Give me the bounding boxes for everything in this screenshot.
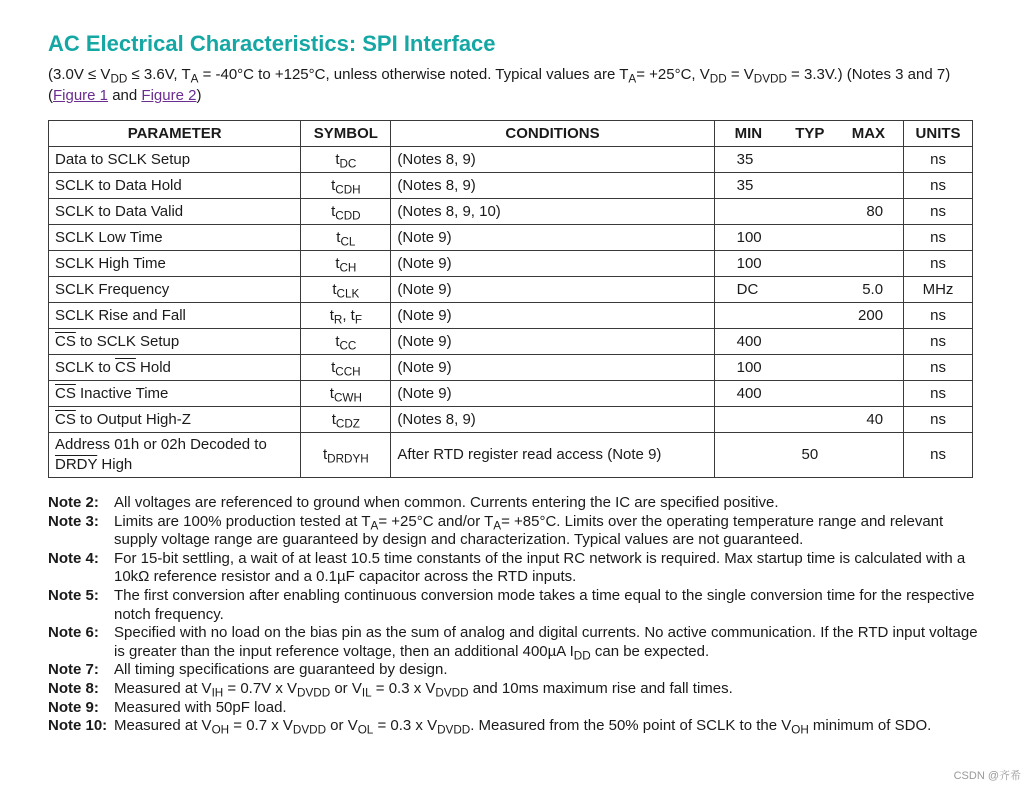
parameter-cell <box>49 381 301 407</box>
figure-1-link[interactable]: Figure 1 <box>53 87 109 104</box>
max-value <box>834 151 903 168</box>
units-cell: ns <box>904 355 973 381</box>
page-title: AC Electrical Characteristics: SPI Interface <box>48 31 496 56</box>
symbol: t <box>322 446 328 463</box>
conditions-cell: After RTD register read access (Note 9) <box>391 433 714 478</box>
subscript: A <box>628 72 637 86</box>
table-header-row <box>49 121 973 147</box>
note-10 <box>48 717 983 736</box>
symbol-subscript: CCH <box>335 365 361 379</box>
values-cell <box>714 251 903 277</box>
symbol: t <box>335 255 340 272</box>
table-row <box>49 303 973 329</box>
parameter-name: to SCLK Setup <box>75 333 180 350</box>
subtitle-text: ) <box>196 87 202 104</box>
table-row <box>49 199 973 225</box>
header-typ: TYP <box>795 125 825 142</box>
conditions-cell: (Note 9) <box>391 381 714 407</box>
symbol-subscript: F <box>354 313 362 327</box>
conditions-cell: (Note 9) <box>391 225 714 251</box>
header-min: MIN <box>734 125 763 142</box>
parameter-cell <box>49 355 301 381</box>
note-9 <box>48 699 983 718</box>
symbol-subscript: R <box>333 313 343 327</box>
subtitle-text: = +25°C, V <box>636 66 710 83</box>
typ-value <box>785 203 834 220</box>
note-5 <box>48 587 983 624</box>
typ-value <box>785 307 834 324</box>
max-value <box>834 359 903 376</box>
parameter-name: SCLK to Data Hold <box>55 177 182 194</box>
table-row <box>49 407 973 433</box>
min-value: 100 <box>736 359 762 376</box>
subscript: DD <box>709 72 727 86</box>
symbol: t <box>329 385 334 402</box>
symbol-subscript: CLK <box>336 287 360 301</box>
max-value: 40 <box>866 411 884 428</box>
symbol-cell <box>301 199 391 225</box>
parameter-cell <box>49 173 301 199</box>
overlined-signal: $\overline{CS}$ <box>55 411 76 428</box>
parameter-cell <box>49 277 301 303</box>
header-conditions: CONDITIONS <box>391 121 714 147</box>
symbol-cell <box>301 381 391 407</box>
min-value <box>715 203 786 220</box>
parameter-name: SCLK Rise and Fall <box>55 307 186 324</box>
symbol: t <box>332 281 337 298</box>
symbol-cell <box>301 303 391 329</box>
parameter-prefix: SCLK to <box>55 359 116 376</box>
min-value <box>715 411 786 428</box>
header-parameter: PARAMETER <box>49 121 301 147</box>
spi-timing-table <box>48 120 973 478</box>
max-value <box>834 333 903 350</box>
values-cell <box>714 407 903 433</box>
max-value <box>834 229 903 246</box>
watermark: CSDN @齐希 <box>953 770 1021 782</box>
max-value <box>834 255 903 272</box>
values-cell <box>714 381 903 407</box>
min-value: 100 <box>736 255 762 272</box>
symbol-subscript: CC <box>339 339 357 353</box>
symbol-subscript: CWH <box>333 391 362 405</box>
min-value: 35 <box>736 151 754 168</box>
note-4 <box>48 550 983 587</box>
subtitle-text: = -40°C to +125°C, unless otherwise noted. Typical values are T <box>198 66 629 83</box>
note-text: Limits are 100% production tested at $T_A= +25^\circ C$ and/or $T_A= +85^\circ C$. Limits over the operating temperature range and relevant supply voltage range are guaranteed by design and characterization. Typical values are not guaranteed. <box>114 512 944 549</box>
note-6 <box>48 624 983 661</box>
parameter-name: Address 01h or 02h Decoded to <box>55 436 267 453</box>
table-row <box>49 329 973 355</box>
units-cell: ns <box>904 199 973 225</box>
subscript: A <box>190 72 199 86</box>
subscript: DVDD <box>753 72 787 86</box>
conditions-cell: (Note 9) <box>391 277 714 303</box>
values-cell <box>714 173 903 199</box>
typ-value <box>785 281 834 298</box>
units-cell: ns <box>904 147 973 173</box>
overlined-signal: $\overline{CS}$ <box>115 359 136 376</box>
header-max: MAX <box>851 125 886 142</box>
note-text: For 15-bit settling, a wait of at least 10.5 time constants of the input RC network is required. Max startup time is calculated with a 10kΩ reference resistor and a 0.1µF capacitor across the RTD inputs. <box>114 549 966 586</box>
typ-value <box>785 151 834 168</box>
symbol-cell <box>301 407 391 433</box>
note-label: Note 6: <box>48 624 99 642</box>
conditions-cell: (Notes 8, 9) <box>391 173 714 199</box>
units-cell: ns <box>904 329 973 355</box>
min-value <box>715 445 786 465</box>
figure-2-link[interactable]: Figure 2 <box>141 87 197 104</box>
symbol-cell <box>301 147 391 173</box>
symbol-cell <box>301 355 391 381</box>
parameter-cell <box>49 433 301 478</box>
subtitle-text: ≤ 3.6V, T <box>127 66 191 83</box>
note-text: Measured at $V_{OH} = 0.7$ x $V_{DVDD}$ or $V_{OL} = 0.3$ x $V_{DVDD}$. Measured from the 50% point of SCLK to the $V_{OH}$ minimum of SDO. <box>114 717 932 737</box>
parameter-cell <box>49 329 301 355</box>
parameter-cell <box>49 225 301 251</box>
note-text: Measured with 50pF load. <box>114 698 287 716</box>
max-value: 200 <box>858 307 884 324</box>
symbol-subscript: DRDYH <box>327 452 369 466</box>
max-value: 5.0 <box>862 281 884 298</box>
table-row <box>49 251 973 277</box>
symbol-subscript: CDD <box>335 209 361 223</box>
table-row <box>49 277 973 303</box>
parameter-name: Hold <box>135 359 171 376</box>
parameter-cell <box>49 147 301 173</box>
table-row <box>49 433 973 478</box>
values-cell <box>714 225 903 251</box>
min-value <box>715 307 786 324</box>
parameter-cell <box>49 199 301 225</box>
min-value: 100 <box>736 229 762 246</box>
note-label: Note 9: <box>48 698 99 716</box>
typ-value <box>785 333 834 350</box>
symbol-subscript: CDZ <box>335 417 360 431</box>
note-label: Note 5: <box>48 586 99 604</box>
min-value: DC <box>736 281 759 298</box>
parameter-name: SCLK to Data Valid <box>55 203 184 220</box>
typ-value <box>785 359 834 376</box>
symbol-subscript: CH <box>339 261 357 275</box>
note-label: Note 3: <box>48 512 99 530</box>
overlined-signal: DRDY <box>55 456 98 473</box>
table-row <box>49 355 973 381</box>
typ-value <box>785 255 834 272</box>
note-text: All voltages are referenced to ground when common. Currents entering the IC are specified positive. <box>114 494 779 511</box>
conditions-subtitle <box>48 64 983 106</box>
units-cell: ns <box>904 381 973 407</box>
note-text: The first conversion after enabling continuous conversion mode takes a time equal to the single conversion time for the respective notch frequency. <box>114 586 975 623</box>
units-cell: MHz <box>904 277 973 303</box>
symbol-cell <box>301 173 391 199</box>
symbol: , t <box>342 307 355 324</box>
max-value <box>834 445 903 465</box>
typ-value <box>785 177 834 194</box>
subtitle-text: and <box>108 87 142 104</box>
units-cell: ns <box>904 433 973 478</box>
typ-value <box>785 411 834 428</box>
units-cell: ns <box>904 173 973 199</box>
subscript: DD <box>110 72 128 86</box>
units-cell: ns <box>904 407 973 433</box>
subtitle-text: (3.0V ≤ V <box>48 66 111 83</box>
symbol-subscript: CDH <box>335 183 361 197</box>
header-symbol: SYMBOL <box>301 121 391 147</box>
symbol-subscript: CL <box>340 235 356 249</box>
note-text: Measured at $V_{IH} = 0.7V$ x $V_{DVDD}$ or $V_{IL} = 0.3$ x $V_{DVDD}$ and 10ms maximum rise and fall times. <box>114 679 733 700</box>
parameter-name: SCLK Low Time <box>55 229 163 246</box>
note-label: Note 10: <box>48 717 108 735</box>
parameter-name: Inactive Time <box>75 385 169 402</box>
symbol-cell <box>301 433 391 478</box>
typ-value <box>785 385 834 402</box>
values-cell <box>714 147 903 173</box>
parameter-name: High <box>97 456 133 473</box>
note-7 <box>48 661 983 680</box>
symbol-cell <box>301 225 391 251</box>
conditions-cell: (Note 9) <box>391 355 714 381</box>
symbol-cell <box>301 277 391 303</box>
note-label: Note 8: <box>48 679 99 697</box>
header-min-typ-max <box>714 121 903 147</box>
max-value: 80 <box>866 203 884 220</box>
symbol: t <box>331 203 336 220</box>
conditions-cell: (Notes 8, 9) <box>391 147 714 173</box>
note-label: Note 7: <box>48 661 99 679</box>
values-cell <box>714 199 903 225</box>
table-row <box>49 173 973 199</box>
min-value: 400 <box>736 385 762 402</box>
parameter-cell <box>49 251 301 277</box>
units-cell: ns <box>904 303 973 329</box>
note-8 <box>48 680 983 699</box>
values-cell <box>714 355 903 381</box>
symbol-subscript: DC <box>339 157 357 171</box>
parameter-name: to Output High-Z <box>75 411 191 428</box>
conditions-cell: (Note 9) <box>391 303 714 329</box>
conditions-cell: (Note 9) <box>391 251 714 277</box>
parameter-name: SCLK Frequency <box>55 281 170 298</box>
units-cell: ns <box>904 225 973 251</box>
min-value: 400 <box>736 333 762 350</box>
values-cell <box>714 277 903 303</box>
notes-section <box>48 494 983 736</box>
typ-value: 50 <box>801 446 819 463</box>
note-2 <box>48 494 983 513</box>
header-units: UNITS <box>904 121 973 147</box>
overlined-signal: $\overline{CS}$ <box>55 385 76 402</box>
max-value <box>834 385 903 402</box>
subtitle-text: = 3.3V.) (Notes 3 and 7) ( <box>48 66 951 104</box>
units-cell: ns <box>904 251 973 277</box>
overlined-signal: $\overline{CS}$ <box>55 333 76 350</box>
min-value: 35 <box>736 177 754 194</box>
note-3 <box>48 513 983 550</box>
note-text: All timing specifications are guaranteed by design. <box>114 661 448 679</box>
symbol-cell <box>301 251 391 277</box>
values-cell <box>714 329 903 355</box>
symbol: t <box>335 333 340 350</box>
symbol: t <box>335 151 340 168</box>
conditions-cell: (Notes 8, 9) <box>391 407 714 433</box>
symbol-cell <box>301 329 391 355</box>
symbol: t <box>329 307 334 324</box>
subtitle-text: = V <box>726 66 754 83</box>
parameter-name: Data to SCLK Setup <box>55 151 191 168</box>
symbol: t <box>331 411 336 428</box>
values-cell <box>714 433 903 478</box>
note-label: Note 4: <box>48 549 99 567</box>
symbol: t <box>331 359 336 376</box>
symbol: t <box>336 229 341 246</box>
table-row <box>49 381 973 407</box>
conditions-cell: (Note 9) <box>391 329 714 355</box>
symbol: t <box>331 177 336 194</box>
conditions-cell: (Notes 8, 9, 10) <box>391 199 714 225</box>
table-row <box>49 225 973 251</box>
values-cell <box>714 303 903 329</box>
parameter-cell <box>49 407 301 433</box>
parameter-name: SCLK High Time <box>55 255 166 272</box>
note-text: Specified with no load on the bias pin as the sum of analog and digital currents. No active communication. If the RTD input voltage is greater than the input reference voltage, then an additional 400µA $I_{DD}$ can be expected. <box>114 624 978 663</box>
table-row <box>49 147 973 173</box>
max-value <box>834 177 903 194</box>
parameter-cell <box>49 303 301 329</box>
note-label: Note 2: <box>48 494 99 511</box>
typ-value <box>785 229 834 246</box>
